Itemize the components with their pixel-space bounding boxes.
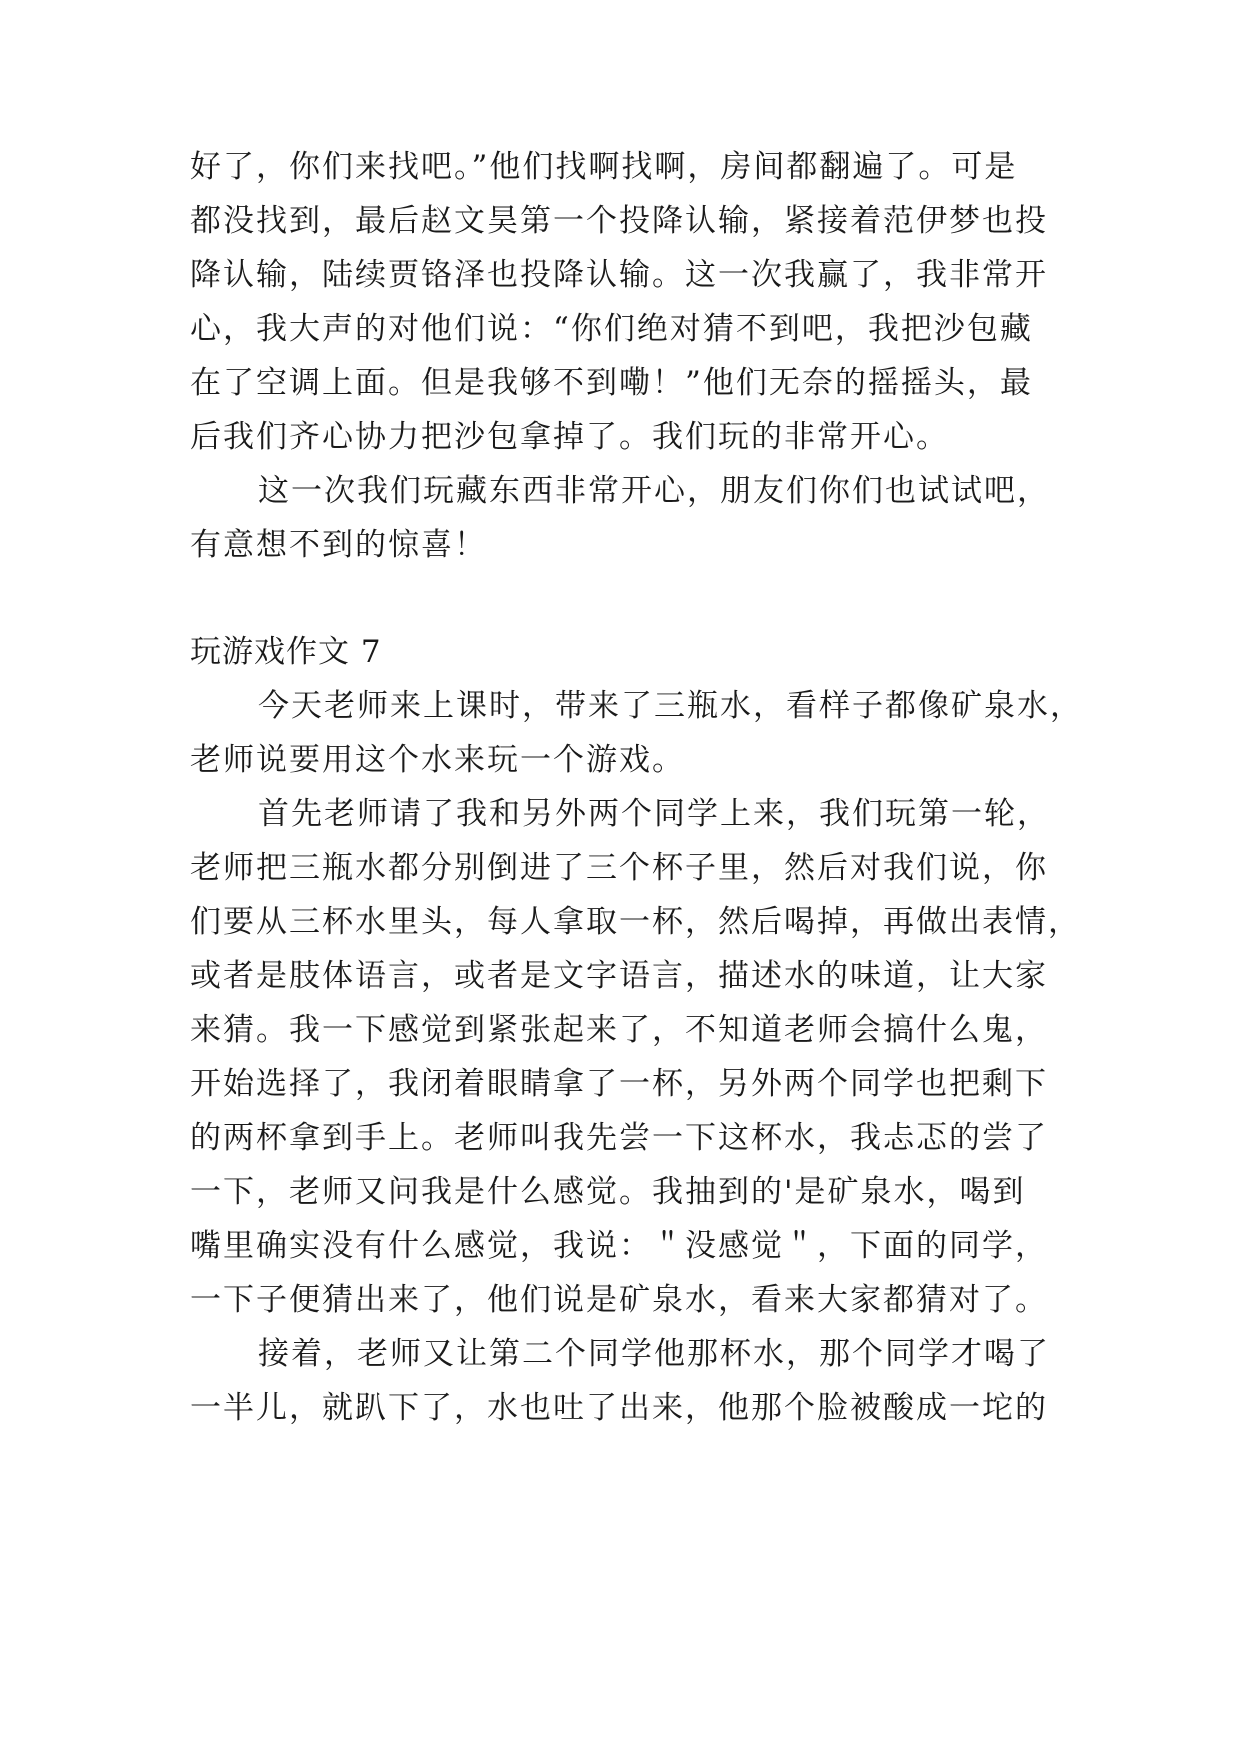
- paragraph-line: 或者是肢体语言，或者是文字语言，描述水的味道，让大家: [190, 958, 1048, 994]
- paragraph-line: 一下，老师又问我是什么感觉。我抽到的'是矿泉水，喝到: [190, 1174, 1026, 1210]
- paragraph-line: 一下子便猜出来了，他们说是矿泉水，看来大家都猜对了。: [190, 1282, 1048, 1318]
- paragraph-line: 今天老师来上课时，带来了三瓶水，看样子都像矿泉水，: [258, 688, 1083, 724]
- paragraph-line: 的两杯拿到手上。老师叫我先尝一下这杯水，我忐忑的尝了: [190, 1120, 1048, 1156]
- paragraph-line: 开始选择了，我闭着眼睛拿了一杯，另外两个同学也把剩下: [190, 1066, 1048, 1102]
- paragraph-line: 在了空调上面。但是我够不到嘞！”他们无奈的摇摇头，最: [190, 365, 1033, 401]
- paragraph-line: 老师说要用这个水来玩一个游戏。: [190, 742, 685, 778]
- paragraph-line: 心，我大声的对他们说：“你们绝对猜不到吧，我把沙包藏: [190, 311, 1033, 347]
- paragraph-line: 降认输，陆续贾铬泽也投降认输。这一次我赢了，我非常开: [190, 257, 1048, 293]
- paragraph-line: 都没找到，最后赵文昊第一个投降认输，紧接着范伊梦也投: [190, 203, 1048, 239]
- closing-paragraph-line: 这一次我们玩藏东西非常开心，朋友们你们也试试吧，: [258, 473, 1050, 509]
- paragraph-line: 接着，老师又让第二个同学他那杯水，那个同学才喝了: [258, 1336, 1050, 1372]
- paragraph-line: 好了，你们来找吧。”他们找啊找啊，房间都翻遍了。可是: [190, 149, 1018, 185]
- paragraph-line: 来猜。我一下感觉到紧张起来了，不知道老师会搞什么鬼，: [190, 1012, 1048, 1048]
- paragraph-line: 们要从三杯水里头，每人拿取一杯，然后喝掉，再做出表情，: [190, 904, 1081, 940]
- paragraph-line: 后我们齐心协力把沙包拿掉了。我们玩的非常开心。: [190, 419, 949, 455]
- paragraph-line: 一半儿，就趴下了，水也吐了出来，他那个脸被酸成一坨的: [190, 1390, 1048, 1426]
- paragraph-line: 嘴里确实没有什么感觉，我说：＂没感觉＂，下面的同学，: [190, 1228, 1048, 1264]
- paragraph-line: 老师把三瓶水都分别倒进了三个杯子里，然后对我们说，你: [190, 850, 1048, 886]
- paragraph-line: 首先老师请了我和另外两个同学上来，我们玩第一轮，: [258, 796, 1050, 832]
- essay-title: 玩游戏作文 7: [190, 634, 382, 670]
- closing-paragraph-line: 有意想不到的惊喜！: [190, 527, 487, 563]
